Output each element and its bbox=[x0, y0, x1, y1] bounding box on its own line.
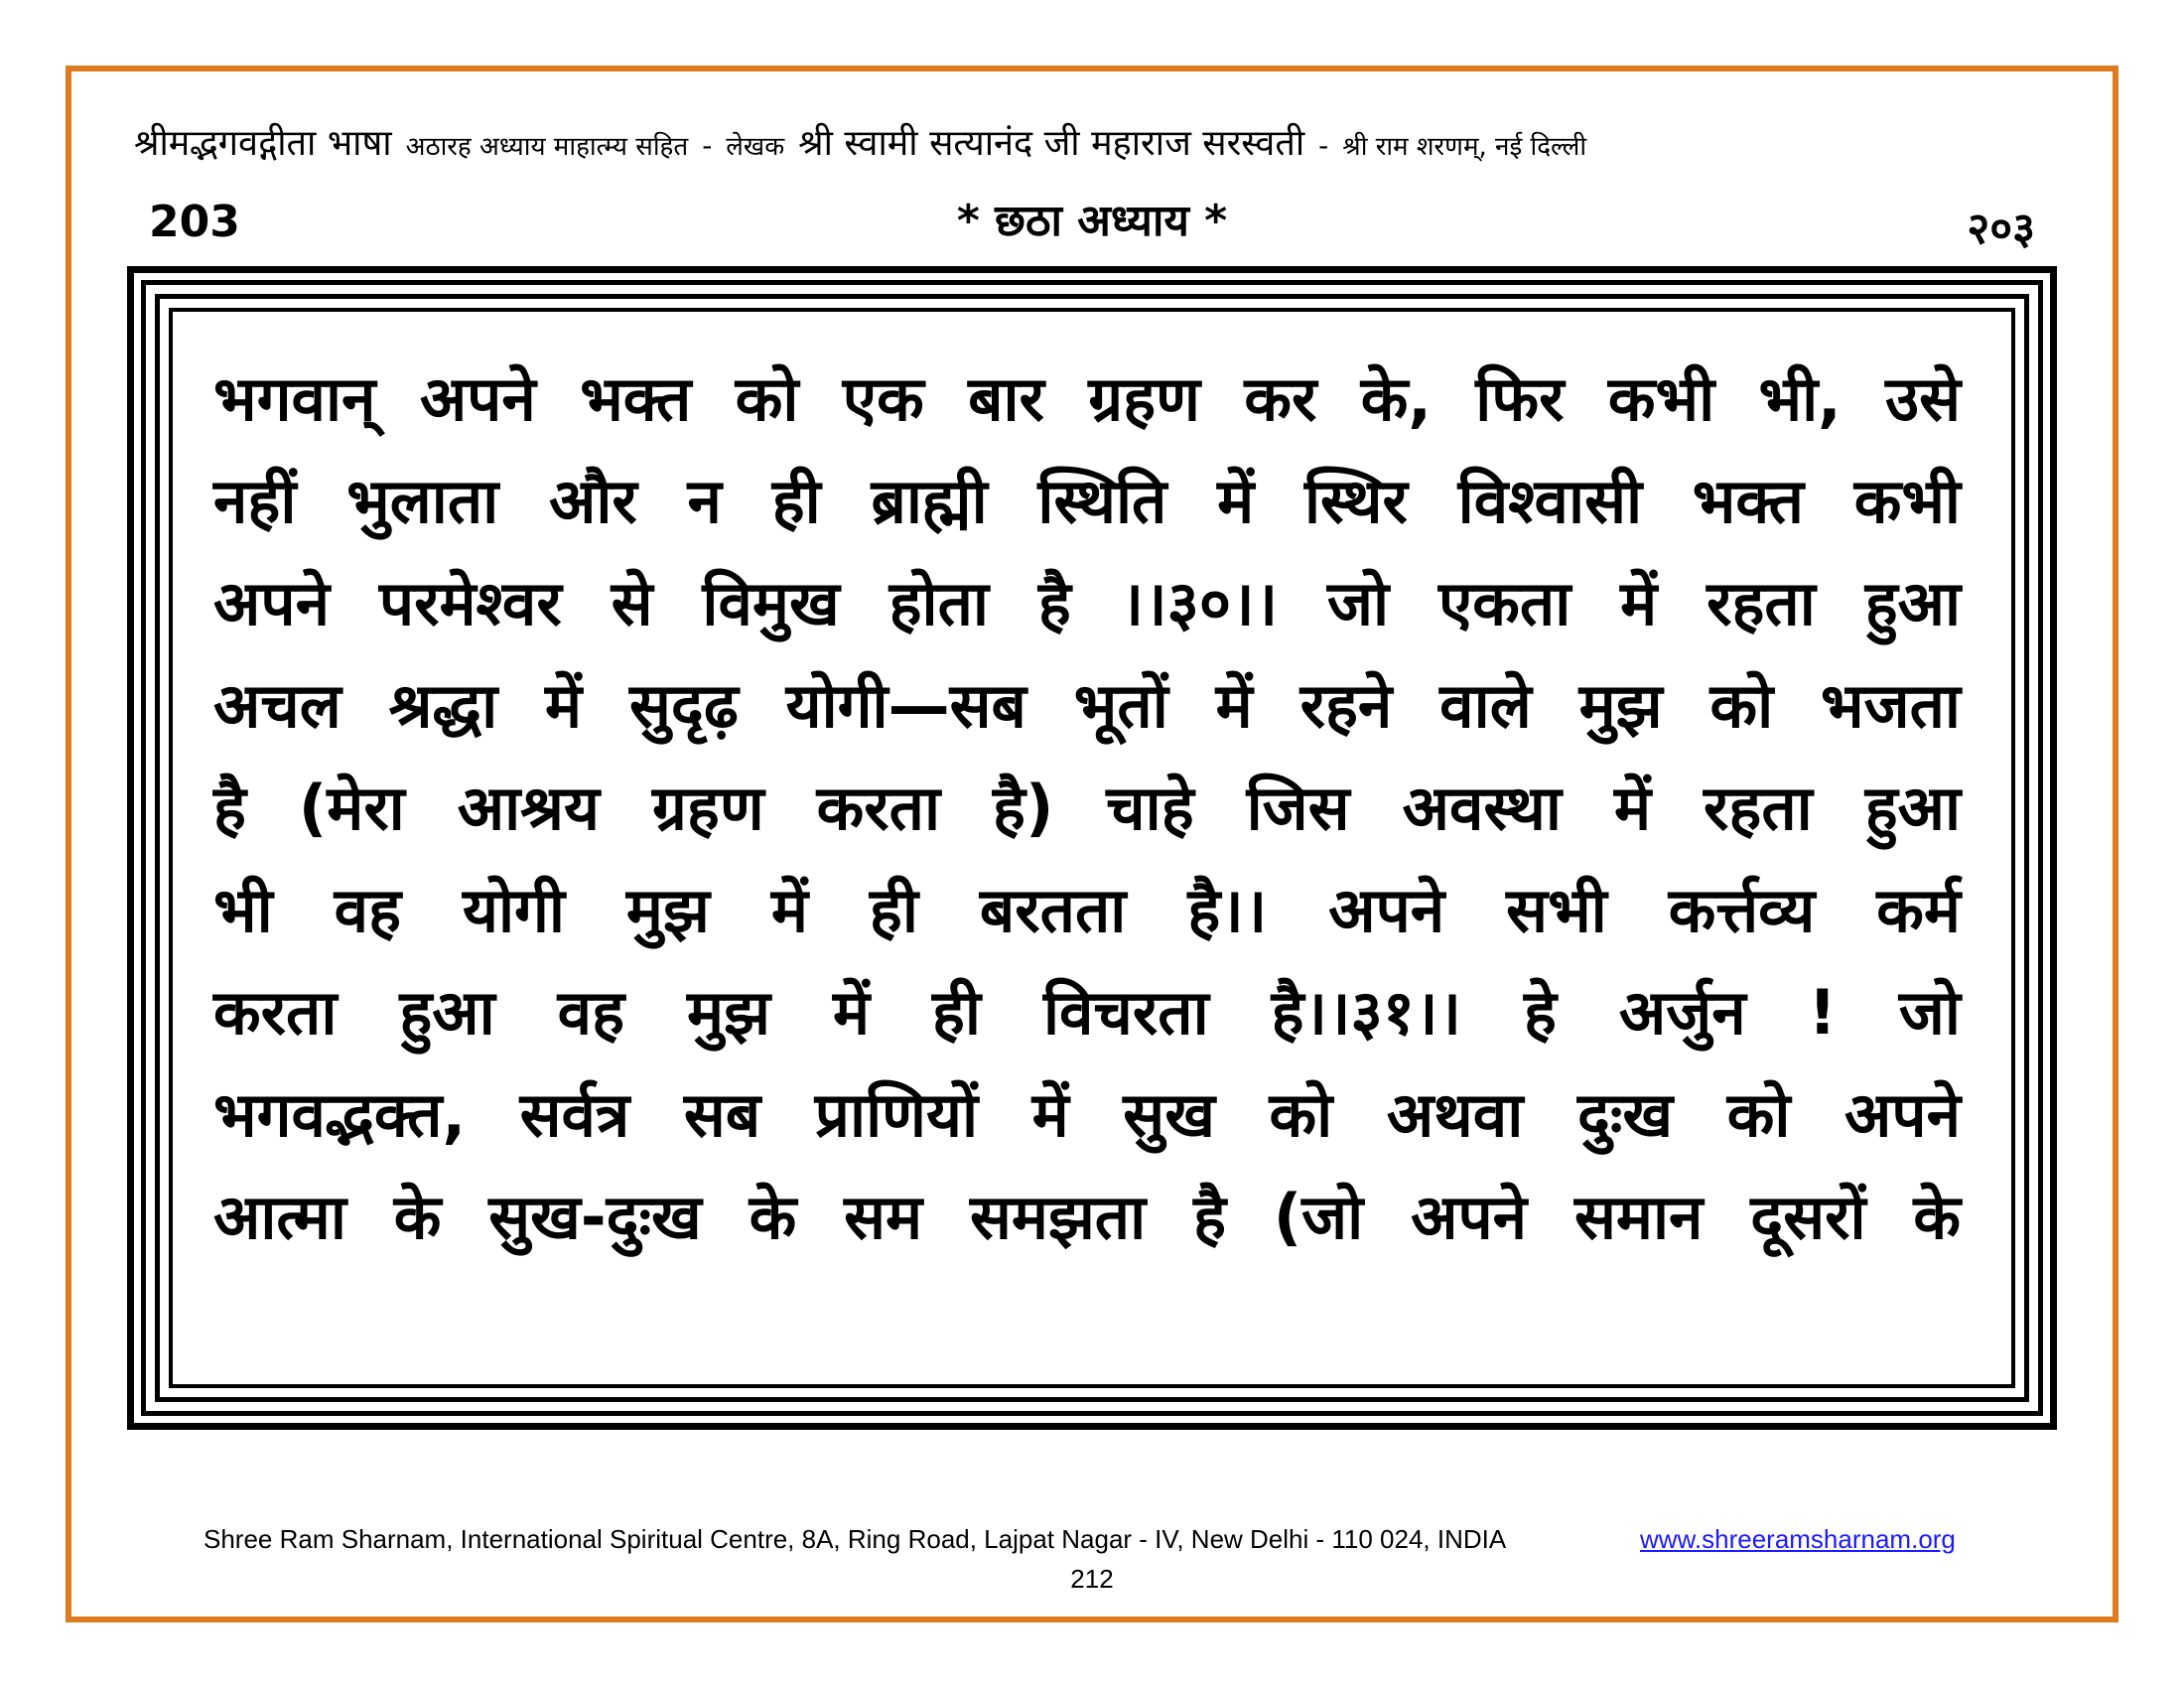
book-title: श्रीमद्भगवद्गीता भाषा bbox=[134, 123, 392, 164]
author-label: लेखक bbox=[726, 132, 785, 162]
footer-page-number: 212 bbox=[1070, 1564, 1114, 1594]
text-line: करता हुआ वह मुझ में ही विचरता है।।३१।। हे अर्जुन ! जो bbox=[213, 976, 1961, 1049]
page-number-left: 203 bbox=[149, 197, 240, 247]
text-line: आत्मा के सुख-दुःख के सम समझता है (जो अपने समान दूसरों के bbox=[213, 1181, 1961, 1253]
text-line: भी वह योगी मुझ में ही बरतता है।। अपने सभी कर्त्तव्य कर्म bbox=[213, 874, 1961, 946]
text-line: भगवद्भक्त, सर्वत्र सब प्राणियों में सुख को अथवा दुःख को अपने bbox=[213, 1078, 1961, 1151]
text-line: नहीं भुलाता और न ही ब्राह्मी स्थिति में स्थिर विश्वासी भक्त कभी bbox=[213, 465, 1961, 537]
running-header bbox=[134, 117, 2050, 166]
text-line: अपने परमेश्वर से विमुख होता है ।।३०।। जो एकता में रहता हुआ bbox=[213, 567, 1961, 639]
text-line: अचल श्रद्धा में सुदृढ़ योगी—सब भूतों में रहने वाले मुझ को भजता bbox=[213, 669, 1961, 742]
chapter-title: * छठा अध्याय * bbox=[956, 196, 1228, 246]
text-line: है (मेरा आश्रय ग्रहण करता है) चाहे जिस अवस्था में रहता हुआ bbox=[213, 772, 1961, 844]
text-line: भगवान् अपने भक्त को एक बार ग्रहण कर के, फिर कभी भी, उसे bbox=[213, 362, 1961, 435]
publisher: श्री राम शरणम्, नई दिल्ली bbox=[1342, 132, 1587, 162]
verse-text bbox=[213, 348, 1961, 1268]
footer-address: Shree Ram Sharnam, International Spiritual Centre, 8A, Ring Road, Lajpat Nagar - IV, New Delhi - 110 024, INDIA bbox=[204, 1524, 1507, 1554]
website-link[interactable]: www.shreeramsharnam.org bbox=[1640, 1524, 1956, 1554]
author-name: श्री स्वामी सत्यानंद जी महाराज सरस्वती bbox=[798, 123, 1305, 164]
header-separator: - bbox=[702, 129, 713, 162]
header-separator: - bbox=[1318, 129, 1329, 162]
book-subtitle: अठारह अध्याय माहात्म्य सहित bbox=[405, 132, 689, 162]
page-number-right: २०३ bbox=[1967, 204, 2035, 254]
